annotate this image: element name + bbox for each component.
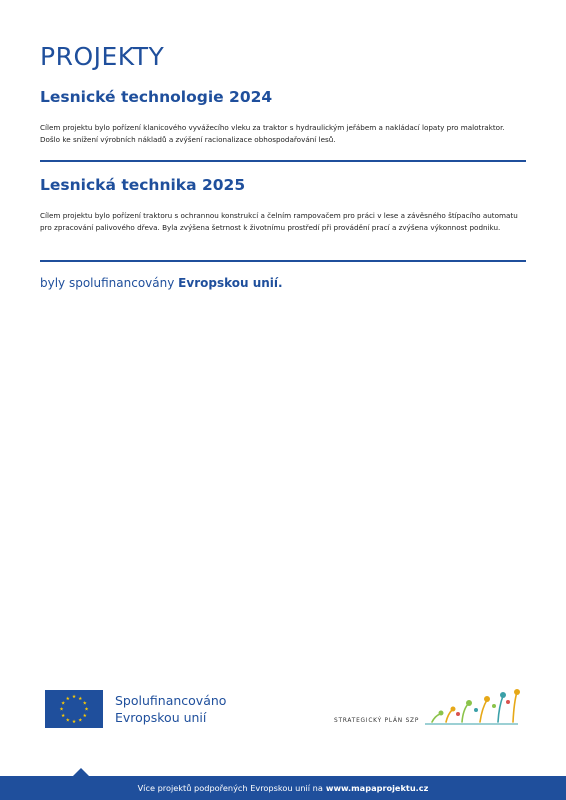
eu-star-icon: ★ [84, 707, 89, 713]
eu-cofinanced-logo [45, 689, 285, 729]
szp-logo-text: STRATEGICKÝ PLÁN SZP [334, 718, 420, 724]
eu-logo-text [115, 692, 226, 726]
eu-star-icon: ★ [82, 701, 87, 707]
eu-star-icon: ★ [78, 696, 83, 702]
project-description: Cílem projektu bylo pořízení traktoru s ochrannou konstrukcí a čelním rampovačem pro práci v lese a závěsného štípacího automatu pro zpracování palivového dřeva. Byla zvýšena šetrnost k životnímu prostředí při provádění prací a zvýšena výkonnost podniku. [40, 211, 518, 232]
divider [40, 260, 526, 262]
eu-star-icon: ★ [61, 701, 66, 707]
eu-star-icon: ★ [65, 718, 70, 724]
eu-star-icon: ★ [71, 720, 77, 726]
cofinanced-statement [40, 276, 283, 290]
szp-sprouts-icon [330, 688, 525, 732]
cofinanced-prefix: byly spolufinancovány [40, 276, 175, 290]
eu-star-icon: ★ [82, 713, 87, 719]
footer-link[interactable]: www.mapaprojektu.cz [325, 783, 429, 793]
eu-logo-line2: Evropskou unií [115, 710, 207, 725]
eu-star-icon: ★ [78, 718, 83, 724]
eu-star-icon: ★ [59, 707, 64, 713]
page-title: PROJEKTY [40, 42, 165, 71]
footer-text: Více projektů podpořených Evropskou unií na [137, 783, 323, 793]
eu-star-icon: ★ [71, 695, 77, 701]
eu-star-icon: ★ [65, 696, 70, 702]
project-description: Cílem projektu bylo pořízení klanicového vyvážecího vleku za traktor s hydraulickým jeřábem a nakládací lopaty pro malotraktor. Došlo ke snížení výrobních nákladů a zvýšení racionalizace obhospodařování lesů. [40, 123, 505, 144]
project-2 [40, 176, 526, 233]
eu-logo-line1: Spolufinancováno [115, 693, 227, 708]
divider [40, 160, 526, 162]
cofinanced-highlight: Evropskou unií. [178, 276, 283, 290]
szp-logo [330, 688, 525, 732]
footer-bar [0, 776, 566, 800]
eu-flag-icon [45, 690, 103, 728]
project-1 [40, 88, 526, 145]
project-title: Lesnická technika 2025 [40, 176, 246, 194]
footer-notch [73, 768, 89, 776]
eu-star-icon: ★ [61, 713, 66, 719]
project-title: Lesnické technologie 2024 [40, 88, 273, 106]
